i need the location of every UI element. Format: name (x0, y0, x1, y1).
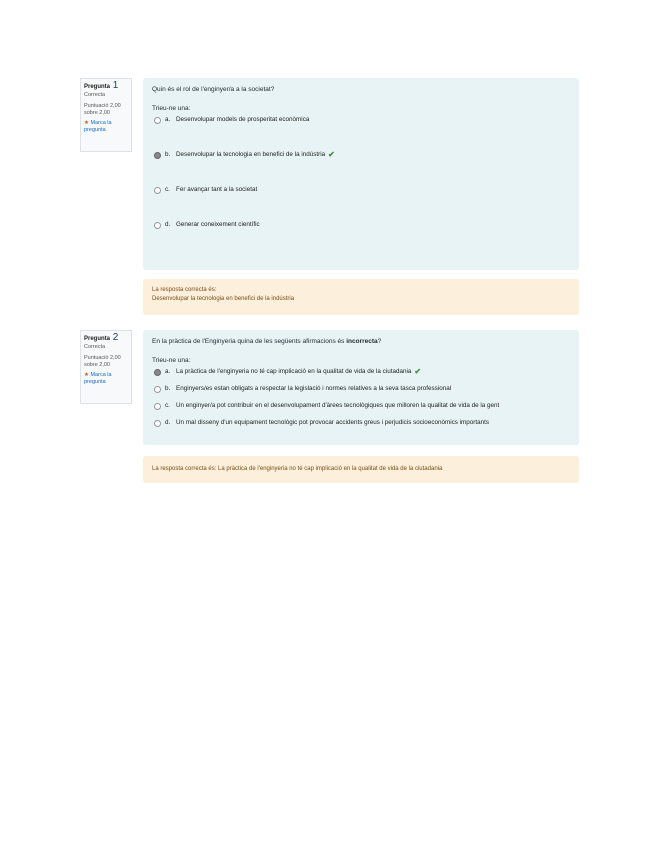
question-number: Pregunta 1 (84, 80, 119, 91)
flag-question-link[interactable]: ★ Marca la pregunta (84, 120, 112, 133)
feedback-answer: Desenvolupar la tecnologia en benefici de la indústria (152, 296, 295, 302)
answer-text: Fer avançar tant a la societat (176, 186, 258, 193)
flag-icon: ★ (84, 120, 89, 126)
answer-text: Un enginyer/a pot contribuir en el desenvolupament d'àrees tecnològiques que milloren la qualitat de vida de la gent (176, 402, 500, 409)
question-2-info (80, 330, 132, 404)
answer-option-b[interactable]: b. Desenvolupar la tecnologia en benefici de la indústria ✔ (152, 151, 570, 159)
question-1-formulation (143, 78, 579, 270)
answer-text: Un mal disseny d'un equipament tecnològic pot provocar accidents greus i perjudicis socioeconòmics importants (176, 419, 490, 426)
question-grade: Puntuació 2,00 sobre 2,00 (84, 355, 121, 368)
question-1-info (80, 78, 132, 152)
answer-text: Generar coneixement científic (176, 221, 260, 228)
answer-option-d[interactable]: d. Un mal disseny d'un equipament tecnològic pot provocar accidents greus i perjudicis socioeconòmics importants (152, 419, 570, 427)
answer-option-a[interactable]: a. Desenvolupar models de prosperitat econòmica (152, 116, 570, 124)
answer-option-d[interactable]: d. Generar coneixement científic (152, 221, 570, 229)
radio-button[interactable] (154, 222, 161, 229)
radio-button-checked[interactable] (154, 152, 161, 159)
feedback-text: La resposta correcta és: La pràctica de l'enginyeria no té cap implicació en la qualitat de vida de la ciutadania (152, 466, 443, 472)
correct-check-icon: ✔ (328, 150, 335, 159)
radio-button[interactable] (154, 117, 161, 124)
correct-check-icon: ✔ (414, 367, 422, 376)
question-state: Correcta (84, 344, 106, 350)
answer-text: Desenvolupar models de prosperitat econòmica (176, 116, 310, 123)
feedback-title: La resposta correcta és: (152, 287, 217, 293)
answer-option-c[interactable]: c. Fer avançar tant a la societat (152, 186, 570, 194)
answer-list (152, 116, 570, 229)
question-text: En la pràctica de l'Enginyeria quina de les següents afirmacions és incorrecta? (152, 338, 382, 345)
question-number: Pregunta 2 (84, 332, 119, 343)
question-2-feedback (143, 456, 579, 483)
answer-list (152, 368, 570, 427)
answer-text: Desenvolupar la tecnologia en benefici de la indústria (176, 151, 326, 158)
question-1-feedback (143, 279, 579, 315)
answer-prompt: Trieu-ne una: (152, 357, 191, 364)
answer-option-c[interactable]: c. Un enginyer/a pot contribuir en el desenvolupament d'àrees tecnològiques que milloren la qualitat de vida de la gent (152, 402, 570, 410)
answer-text: Enginyers/es estan obligats a respectar la legislació i normes relatives a la seva tasca professional (176, 385, 452, 392)
radio-button[interactable] (154, 403, 161, 410)
question-2-formulation (143, 330, 579, 445)
radio-button[interactable] (154, 386, 161, 393)
radio-button[interactable] (154, 420, 161, 427)
question-grade: Puntuació 2,00 sobre 2,00 (84, 103, 121, 116)
answer-text: La pràctica de l'enginyeria no té cap implicació en la qualitat de vida de la ciutadania (176, 368, 412, 375)
answer-option-b[interactable]: b. Enginyers/es estan obligats a respectar la legislació i normes relatives a la seva tasca professional (152, 385, 570, 393)
flag-question-link[interactable]: ★ Marca la pregunta (84, 372, 112, 385)
question-state: Correcta (84, 92, 106, 98)
flag-icon: ★ (84, 372, 89, 378)
answer-option-a[interactable]: a. La pràctica de l'enginyeria no té cap implicació en la qualitat de vida de la ciutadania ✔ (152, 368, 570, 376)
answer-prompt: Trieu-ne una: (152, 105, 191, 112)
radio-button[interactable] (154, 187, 161, 194)
radio-button-checked[interactable] (154, 369, 161, 376)
question-text: Quin és el rol de l'enginyer/a a la societat? (152, 86, 275, 93)
